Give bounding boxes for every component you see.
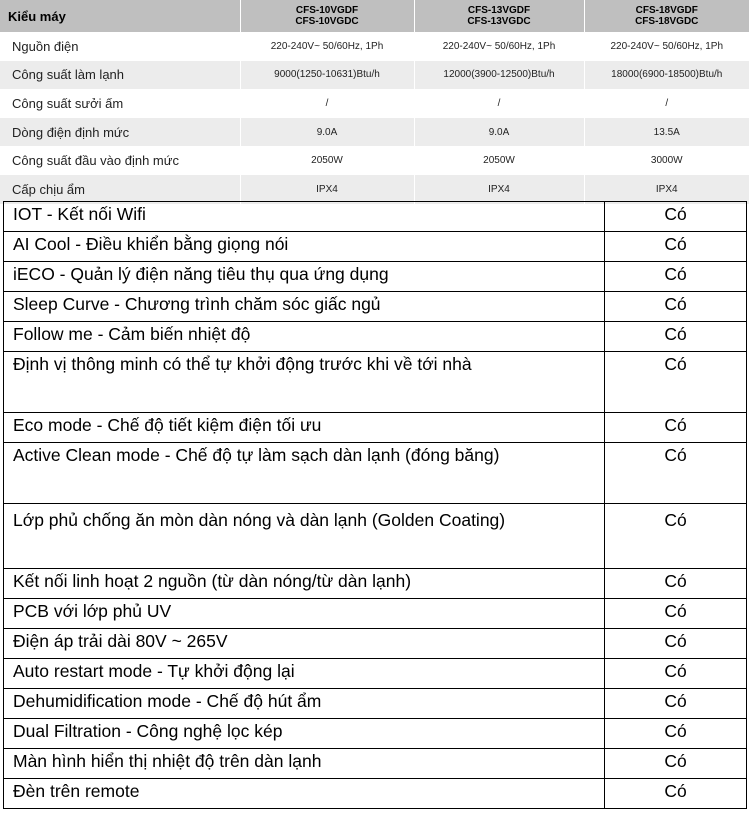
feature-label: Định vị thông minh có thể tự khởi động trước khi về tới nhà xyxy=(4,352,605,413)
spec-label: Dòng điện định mức xyxy=(0,118,240,147)
feature-label: IOT - Kết nối Wifi xyxy=(4,202,605,232)
feature-value: Có xyxy=(605,599,747,629)
feature-row xyxy=(4,352,747,413)
feature-value: Có xyxy=(605,202,747,232)
model-name: CFS-18VGDC xyxy=(635,16,699,27)
feature-row xyxy=(4,659,747,689)
model-name: CFS-13VGDC xyxy=(467,16,531,27)
feature-value: Có xyxy=(605,352,747,413)
feature-value: Có xyxy=(605,262,747,292)
feature-row xyxy=(4,443,747,504)
spec-label: Công suất sưởi ấm xyxy=(12,95,124,111)
feature-value: Có xyxy=(605,719,747,749)
feature-row xyxy=(4,599,747,629)
spec-row xyxy=(0,89,749,118)
feature-row xyxy=(4,629,747,659)
spec-table xyxy=(0,0,749,204)
spec-row xyxy=(0,175,749,204)
spec-row xyxy=(0,61,749,90)
spec-value: 220-240V~ 50/60Hz, 1Ph xyxy=(240,32,414,61)
spec-value: 9000(1250-10631)Btu/h xyxy=(240,61,414,90)
spec-row xyxy=(0,146,749,175)
feature-label: Lớp phủ chống ăn mòn dàn nóng và dàn lạnh (Golden Coating) xyxy=(4,504,605,569)
spec-label: Cấp chịu ẩm xyxy=(0,175,240,204)
spec-value: 9.0A xyxy=(240,118,414,147)
feature-label: PCB với lớp phủ UV xyxy=(4,599,605,629)
model-name: CFS-13VGDF xyxy=(467,5,531,16)
feature-row xyxy=(4,689,747,719)
feature-label: iECO - Quản lý điện năng tiêu thụ qua ứng dụng xyxy=(4,262,605,292)
feature-label: Active Clean mode - Chế độ tự làm sạch dàn lạnh (đóng băng) xyxy=(4,443,605,504)
spec-label: Công suất đầu vào định mức xyxy=(12,153,179,169)
spec-value: / xyxy=(414,89,584,118)
feature-value: Có xyxy=(605,689,747,719)
spec-row xyxy=(0,118,749,147)
feature-label: Auto restart mode - Tự khởi động lại xyxy=(4,659,605,689)
feature-value: Có xyxy=(605,569,747,599)
spec-value: IPX4 xyxy=(240,175,414,204)
spec-header-row xyxy=(0,0,749,32)
feature-row xyxy=(4,292,747,322)
spec-label: Nguồn điện xyxy=(12,38,79,54)
feature-row xyxy=(4,413,747,443)
feature-row xyxy=(4,779,747,809)
feature-label: Điện áp trải dài 80V ~ 265V xyxy=(4,629,605,659)
feature-value: Có xyxy=(605,322,747,352)
spec-value: / xyxy=(584,89,749,118)
feature-label: Màn hình hiển thị nhiệt độ trên dàn lạnh xyxy=(4,749,605,779)
feature-row xyxy=(4,232,747,262)
spec-value: 13.5A xyxy=(584,118,749,147)
spec-value: IPX4 xyxy=(414,175,584,204)
model-name: CFS-10VGDC xyxy=(295,16,359,27)
feature-value: Có xyxy=(605,292,747,322)
feature-value: Có xyxy=(605,504,747,569)
feature-value: Có xyxy=(605,779,747,809)
feature-label: Sleep Curve - Chương trình chăm sóc giấc ngủ xyxy=(4,292,605,322)
model-column-1 xyxy=(240,0,414,32)
feature-value: Có xyxy=(605,659,747,689)
feature-row xyxy=(4,569,747,599)
feature-label: Dual Filtration - Công nghệ lọc kép xyxy=(4,719,605,749)
spec-header-label: Kiểu máy xyxy=(0,0,240,32)
feature-label: Follow me - Cảm biến nhiệt độ xyxy=(4,322,605,352)
feature-label: Dehumidification mode - Chế độ hút ẩm xyxy=(4,689,605,719)
spec-row xyxy=(0,32,749,61)
feature-value: Có xyxy=(605,443,747,504)
spec-value: 2050W xyxy=(240,146,414,175)
spec-value: 18000(6900-18500)Btu/h xyxy=(584,61,749,90)
spec-value: 12000(3900-12500)Btu/h xyxy=(414,61,584,90)
feature-row xyxy=(4,322,747,352)
model-column-2 xyxy=(414,0,584,32)
feature-row xyxy=(4,719,747,749)
feature-label: Eco mode - Chế độ tiết kiệm điện tối ưu xyxy=(4,413,605,443)
spec-label: Công suất làm lạnh xyxy=(0,61,240,90)
spec-value: 220-240V~ 50/60Hz, 1Ph xyxy=(584,32,749,61)
feature-table xyxy=(3,201,747,809)
feature-value: Có xyxy=(605,749,747,779)
spec-value: / xyxy=(240,89,414,118)
spec-value: 220-240V~ 50/60Hz, 1Ph xyxy=(414,32,584,61)
feature-value: Có xyxy=(605,629,747,659)
feature-row xyxy=(4,202,747,232)
feature-value: Có xyxy=(605,232,747,262)
feature-label: Đèn trên remote xyxy=(4,779,605,809)
feature-row xyxy=(4,262,747,292)
feature-row xyxy=(4,504,747,569)
spec-value: 3000W xyxy=(584,146,749,175)
spec-value: 9.0A xyxy=(414,118,584,147)
feature-label: Kết nối linh hoạt 2 nguồn (từ dàn nóng/từ dàn lạnh) xyxy=(4,569,605,599)
feature-row xyxy=(4,749,747,779)
model-name: CFS-18VGDF xyxy=(635,5,698,16)
model-name: CFS-10VGDF xyxy=(295,5,359,16)
spec-value: 2050W xyxy=(414,146,584,175)
feature-label: AI Cool - Điều khiển bằng giọng nói xyxy=(4,232,605,262)
feature-value: Có xyxy=(605,413,747,443)
model-column-3 xyxy=(584,0,749,32)
spec-value: IPX4 xyxy=(584,175,749,204)
